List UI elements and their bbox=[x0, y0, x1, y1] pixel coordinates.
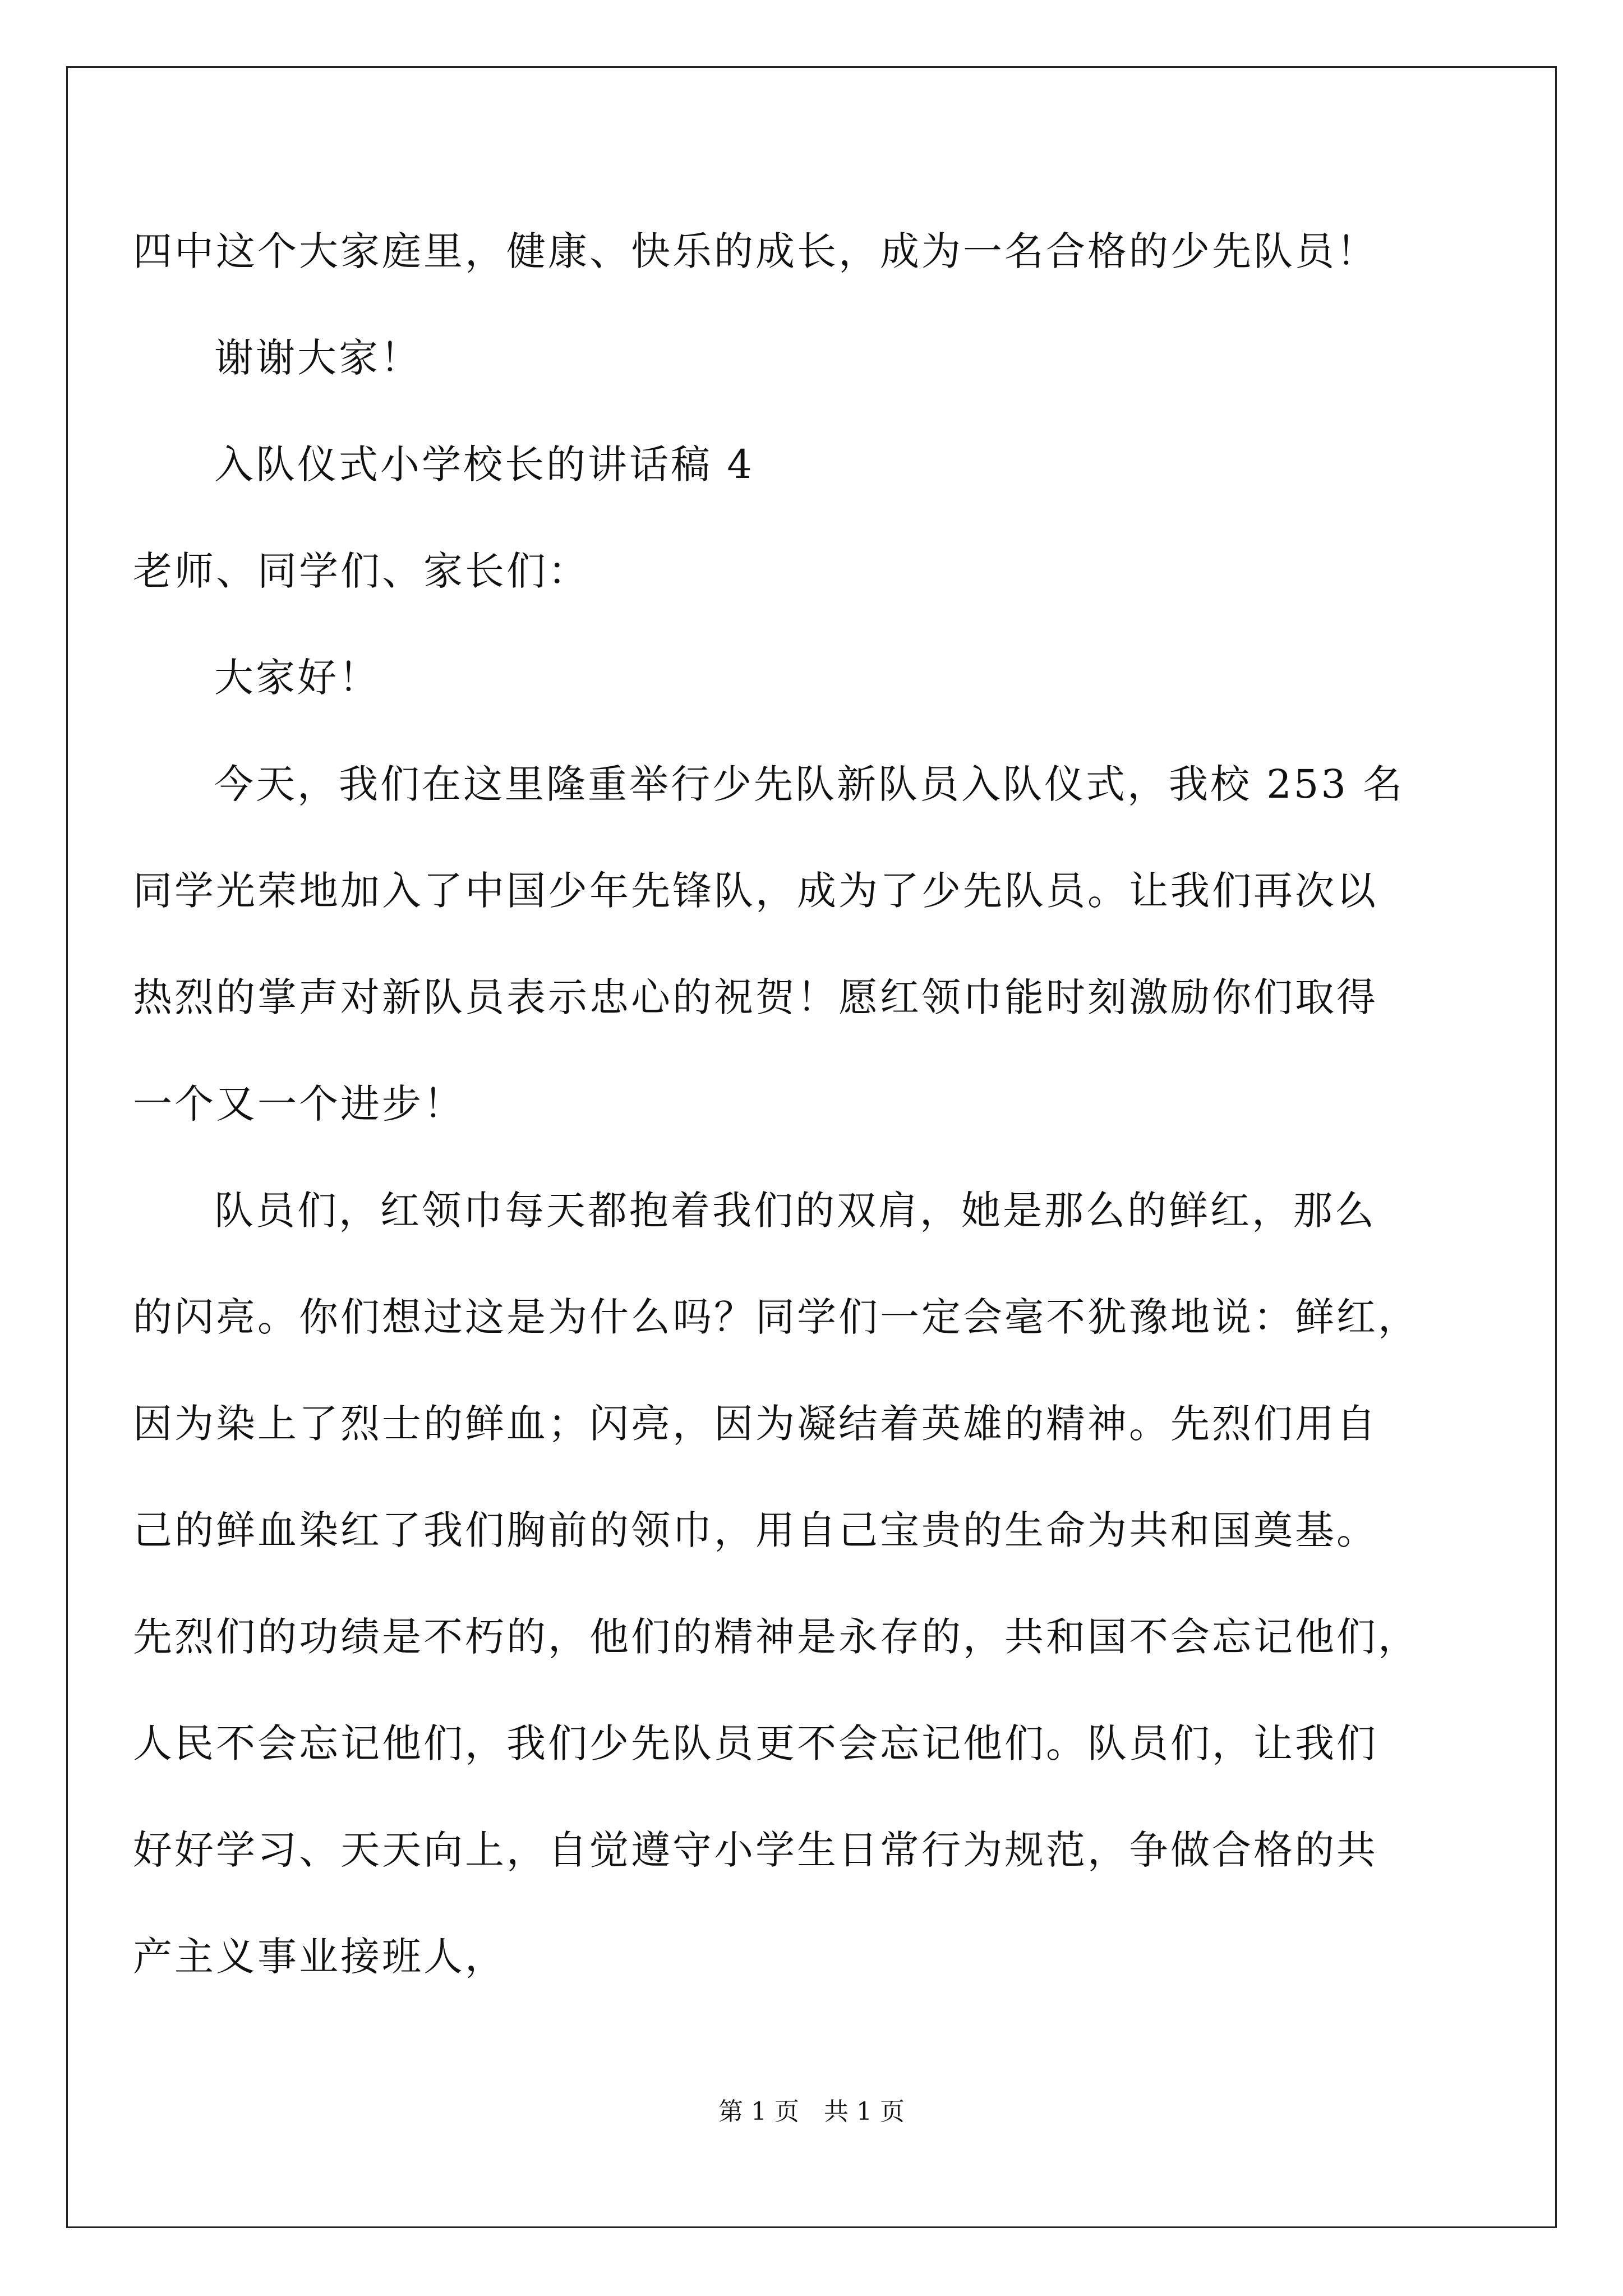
text-line: 产主义事业接班人， bbox=[133, 1934, 506, 1980]
greeting: 大家好！ bbox=[214, 655, 380, 701]
page-border bbox=[66, 66, 1557, 2228]
text-line: 好好学习、天天向上，自觉遵守小学生日常行为规范，争做合格的共 bbox=[133, 1827, 1378, 1873]
text-line: 谢谢大家！ bbox=[214, 335, 422, 381]
text-line: 四中这个大家庭里，健康、快乐的成长，成为一名合格的少先队员！ bbox=[133, 228, 1378, 274]
text-line: 的闪亮。你们想过这是为什么吗？同学们一定会毫不犹豫地说：鲜红， bbox=[133, 1294, 1419, 1340]
text-line: 热烈的掌声对新队员表示忠心的祝贺！愿红领巾能时刻激励你们取得 bbox=[133, 974, 1378, 1020]
text-line: 今天，我们在这里隆重举行少先队新队员入队仪式，我校 253 名 bbox=[214, 761, 1405, 807]
text-line: 同学光荣地加入了中国少年先锋队，成为了少先队员。让我们再次以 bbox=[133, 868, 1378, 914]
text-line: 人民不会忘记他们，我们少先队员更不会忘记他们。队员们，让我们 bbox=[133, 1720, 1378, 1766]
text-line: 己的鲜血染红了我们胸前的领巾，用自己宝贵的生命为共和国奠基。 bbox=[133, 1507, 1378, 1553]
section-heading: 入队仪式小学校长的讲话稿 4 bbox=[214, 441, 754, 487]
text-line: 先烈们的功绩是不朽的，他们的精神是永存的，共和国不会忘记他们， bbox=[133, 1614, 1419, 1660]
text-line: 因为染上了烈士的鲜血；闪亮，因为凝结着英雄的精神。先烈们用自 bbox=[133, 1401, 1378, 1447]
salutation: 老师、同学们、家长们： bbox=[133, 548, 589, 594]
text-line: 一个又一个进步！ bbox=[133, 1081, 465, 1127]
text-line: 队员们，红领巾每天都抱着我们的双肩，她是那么的鲜红，那么 bbox=[214, 1188, 1376, 1234]
page-number: 第 1 页 共 1 页 bbox=[718, 2097, 905, 2126]
